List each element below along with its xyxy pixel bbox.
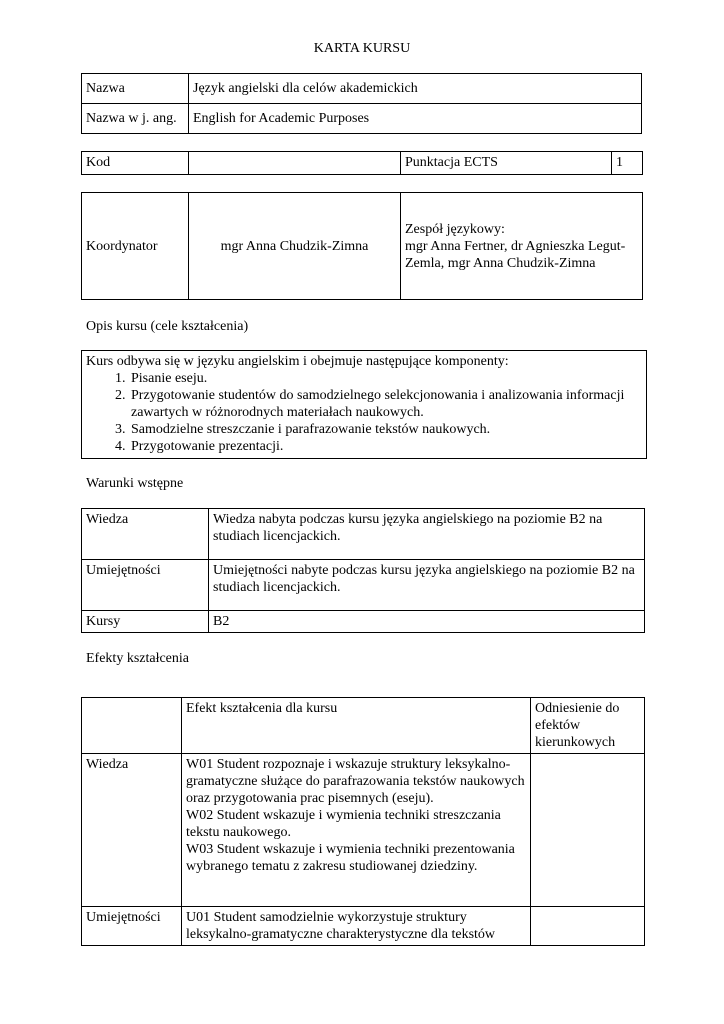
prerequisites-table <box>81 508 645 633</box>
name-value: Język angielski dla celów akademickich <box>189 74 642 104</box>
ects-value: 1 <box>612 152 643 175</box>
outcomes-empty-header <box>82 698 182 754</box>
outcomes-reference-header: Odniesienie do efektów kierunkowych <box>531 698 645 754</box>
description-cell <box>82 351 647 459</box>
outcome-w02: W02 Student wskazuje i wymienia techniki streszczania tekstu naukowego. <box>186 808 501 840</box>
prereq-knowledge-label: Wiedza <box>82 509 209 560</box>
description-table <box>81 350 647 459</box>
prereq-skills-label: Umiejętności <box>82 560 209 611</box>
description-item: 4. Przygotowanie prezentacji. <box>129 438 642 455</box>
outcomes-knowledge-reference <box>531 754 645 907</box>
language-team-members: mgr Anna Fertner, dr Agnieszka Legut-Zemla, mgr Anna Chudzik-Zimna <box>405 238 626 271</box>
name-en-label: Nazwa w j. ang. <box>82 104 189 134</box>
outcomes-effect-header: Efekt kształcenia dla kursu <box>182 698 531 754</box>
ects-label: Punktacja ECTS <box>401 152 612 175</box>
prereq-knowledge-value: Wiedza nabyta podczas kursu języka angielskiego na poziomie B2 na studiach licencjackich. <box>209 509 645 560</box>
prereq-courses-value: B2 <box>209 611 645 633</box>
description-item: 2. Przygotowanie studentów do samodzielnego selekcjonowania i analizowania informacji zawartych w różnorodnych materiałach naukowych. <box>129 387 642 421</box>
language-team-title: Zespół językowy: <box>405 221 505 237</box>
code-label: Kod <box>82 152 189 175</box>
description-intro: Kurs odbywa się w języku angielskim i obejmuje następujące komponenty: <box>86 354 509 369</box>
prerequisites-heading: Warunki wstępne <box>86 476 184 491</box>
outcomes-skills-reference <box>531 907 645 946</box>
coordinator-table <box>81 192 643 300</box>
code-value <box>189 152 401 175</box>
outcomes-heading: Efekty kształcenia <box>86 651 190 666</box>
code-ects-table <box>81 151 643 175</box>
outcome-u01: U01 Student samodzielnie wykorzystuje struktury leksykalno-gramatyczne charakterystyczne dla tekstów <box>182 907 531 946</box>
name-en-value: English for Academic Purposes <box>189 104 642 134</box>
description-list <box>86 370 642 455</box>
language-team <box>401 193 643 300</box>
document-title: KARTA KURSU <box>313 41 411 56</box>
prereq-courses-label: Kursy <box>82 611 209 633</box>
coordinator-name: mgr Anna Chudzik-Zimna <box>189 193 401 300</box>
outcomes-knowledge-effects <box>182 754 531 907</box>
description-item: 3. Samodzielne streszczanie i parafrazowanie tekstów naukowych. <box>129 421 642 438</box>
outcome-w01: W01 Student rozpoznaje i wskazuje struktury leksykalno-gramatyczne służące do parafrazowania tekstów naukowych oraz przygotowania prac pisemnych (eseju). <box>186 757 525 806</box>
outcomes-skills-label: Umiejętności <box>82 907 182 946</box>
course-name-table <box>81 73 642 134</box>
name-label: Nazwa <box>82 74 189 104</box>
coordinator-label: Koordynator <box>82 193 189 300</box>
description-item: 1. Pisanie eseju. <box>129 370 642 387</box>
outcomes-knowledge-label: Wiedza <box>82 754 182 907</box>
outcomes-table <box>81 697 645 946</box>
description-heading: Opis kursu (cele kształcenia) <box>86 319 249 334</box>
prereq-skills-value: Umiejętności nabyte podczas kursu języka angielskiego na poziomie B2 na studiach licencjackich. <box>209 560 645 611</box>
outcome-w03: W03 Student wskazuje i wymienia techniki prezentowania wybranego tematu z zakresu studiowanej dziedziny. <box>186 842 515 874</box>
